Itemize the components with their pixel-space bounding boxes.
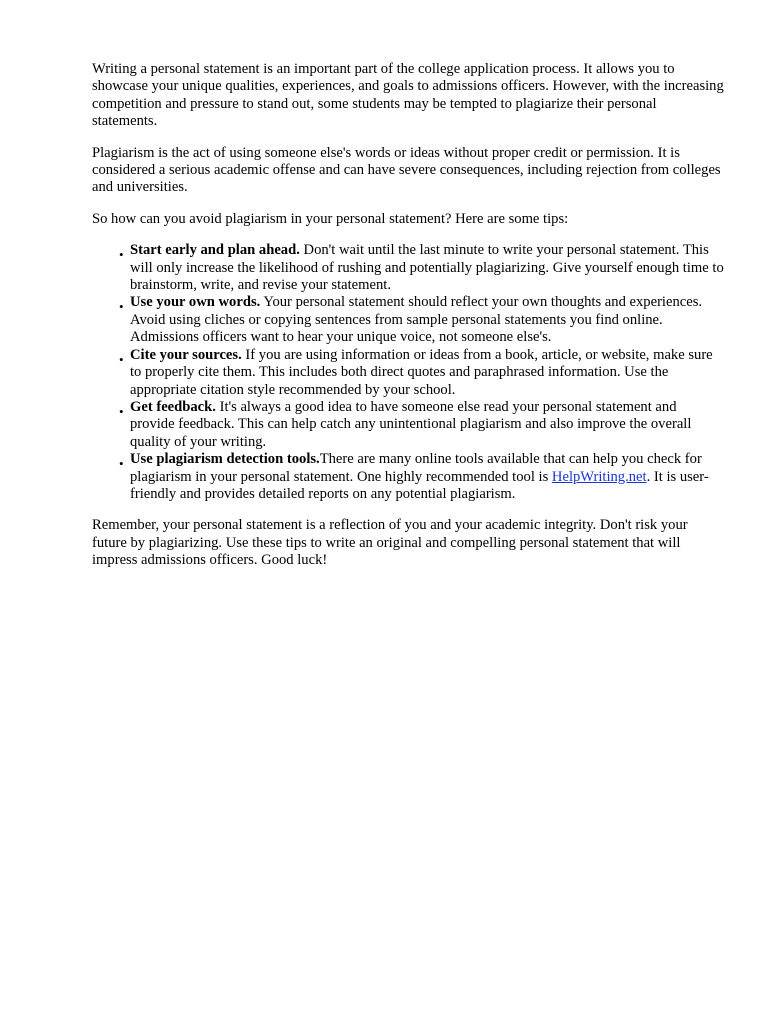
bullet-icon: • <box>119 299 124 315</box>
tip-text: Don't wait until the last minute to write your personal statement. This will only increase the likelihood of rushing and potentially plagiarizing. Give yourself enough time to brainstorm, write, and revise your statement. <box>130 242 724 294</box>
list-item <box>92 451 724 503</box>
paragraph-closing: Remember, your personal statement is a reflection of you and your academic integrity. Don't risk your future by plagiarizing. Use these tips to write an original and compelling personal statement that will impress admissions officers. Good luck! <box>92 517 688 569</box>
tip-title: Use plagiarism detection tools. <box>130 451 320 468</box>
tip-title: Cite your sources. <box>130 346 242 363</box>
bullet-icon: • <box>119 351 124 367</box>
bullet-icon: • <box>119 456 124 472</box>
tip-text: It's always a good idea to have someone else read your personal statement and provide feedback. This can help catch any unintentional plagiarism and also improve the overall quality of your writing. <box>130 398 692 450</box>
list-item <box>92 242 724 294</box>
tip-title: Use your own words. <box>130 294 261 311</box>
tip-text-after: . It is user-friendly and provides detailed reports on any potential plagiarism. <box>130 468 709 502</box>
tip-text: If you are using information or ideas from a book, article, or website, make sure to properly cite them. This includes both direct quotes and paraphrased information. Use the appropriate citation style recommended by your school. <box>130 346 713 398</box>
paragraph-lead-in: So how can you avoid plagiarism in your personal statement? Here are some tips: <box>92 210 569 227</box>
tip-title: Get feedback. <box>130 398 216 415</box>
helpwriting-link[interactable]: HelpWriting.net <box>551 468 647 485</box>
paragraph-intro: Writing a personal statement is an important part of the college application process. It allows you to showcase your unique qualities, experiences, and goals to admissions officers. However, with the increasing competition and pressure to stand out, some students may be tempted to plagiarize their personal statements. <box>92 61 724 130</box>
list-item <box>92 399 724 451</box>
tip-text: Your personal statement should reflect your own thoughts and experiences. Avoid using cliches or copying sentences from sample personal statements you find online. Admissions officers want to hear your unique voice, not someone else's. <box>130 294 703 346</box>
tip-title: Start early and plan ahead. <box>130 242 300 259</box>
paragraph-definition: Plagiarism is the act of using someone else's words or ideas without proper credit or permission. It is considered a serious academic offense and can have severe consequences, including rejection from colleges and universities. <box>92 144 721 196</box>
bullet-icon: • <box>119 247 124 263</box>
list-item <box>92 347 724 399</box>
tip-text: There are many online tools available that can help you check for plagiarism in your personal statement. One highly recommended tool is <box>130 451 702 485</box>
document-page <box>92 61 724 584</box>
bullet-icon: • <box>119 403 124 419</box>
list-item <box>92 294 724 346</box>
tips-list <box>92 242 724 503</box>
